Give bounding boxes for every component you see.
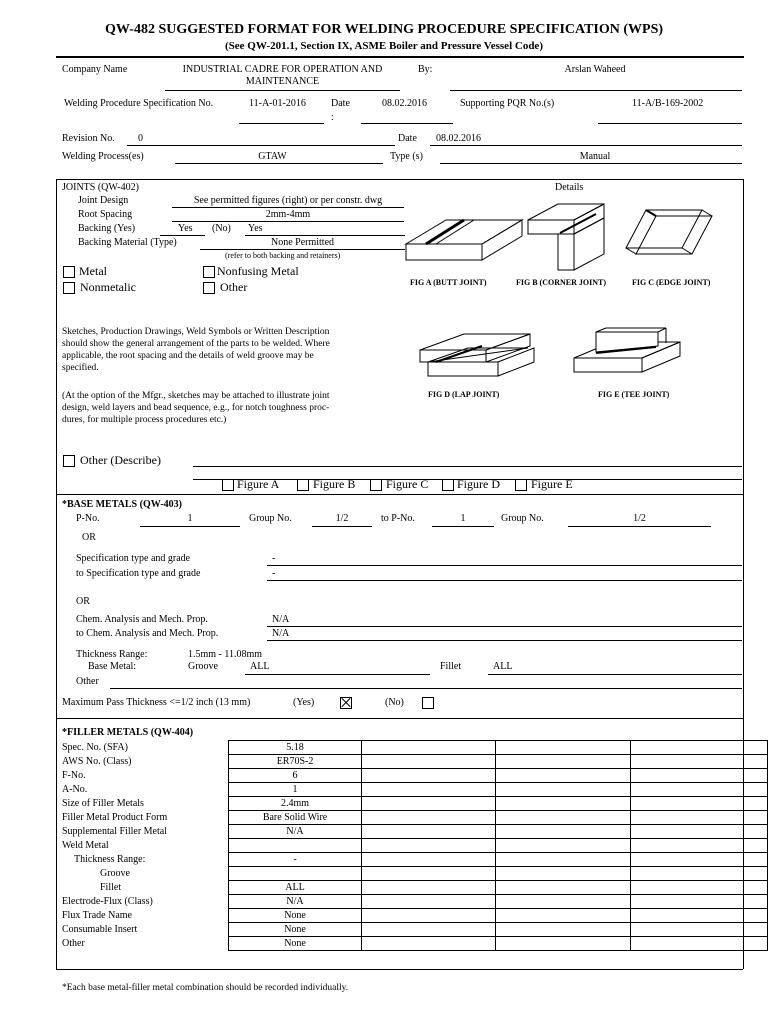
fillet-value[interactable]: ALL: [493, 661, 513, 672]
filler-row-extra-cell[interactable]: [631, 937, 768, 951]
backing-material-value[interactable]: None Permitted: [270, 237, 335, 248]
root-spacing-label: Root Spacing: [78, 209, 133, 220]
filler-row-extra-cell[interactable]: [631, 741, 768, 755]
to-pno-label: to P-No.: [381, 513, 415, 524]
wps-value[interactable]: 11-A-01-2016: [249, 98, 306, 109]
filler-row-extra-cell[interactable]: [496, 853, 631, 867]
group2-value[interactable]: 1/2: [633, 513, 646, 524]
filler-row-extra-cell[interactable]: [631, 783, 768, 797]
to-spec-value[interactable]: -: [272, 568, 276, 579]
backing-no-value[interactable]: Yes: [248, 223, 263, 234]
filler-row: [60, 895, 768, 909]
other-describe-checkbox[interactable]: [63, 455, 75, 467]
group-value[interactable]: 1/2: [335, 513, 349, 524]
figure-c-checkbox[interactable]: [370, 479, 382, 491]
filler-row-label: Supplemental Filler Metal: [62, 826, 167, 837]
filler-row-value[interactable]: None: [229, 937, 361, 951]
max-pass-yes-label: (Yes): [293, 697, 315, 708]
filler-row-label: Other: [62, 938, 85, 949]
filler-row-value[interactable]: N/A: [229, 825, 361, 839]
filler-row-label: A-No.: [62, 784, 88, 795]
to-pno-value[interactable]: 1: [460, 513, 466, 524]
fig-c-caption: FIG C (EDGE JOINT): [632, 278, 711, 287]
pqr-value[interactable]: 11-A/B-169-2002: [632, 98, 704, 109]
filler-row-extra-cell[interactable]: [361, 895, 496, 909]
pqr-label: Supporting PQR No.(s): [460, 98, 555, 109]
filler-row-extra-cell[interactable]: [631, 909, 768, 923]
filler-row-extra-cell[interactable]: [631, 825, 768, 839]
max-pass-yes-checkbox[interactable]: [340, 697, 352, 709]
filler-row-extra-cell[interactable]: [496, 923, 631, 937]
filler-row-label: Thickness Range:: [74, 854, 146, 865]
figure-b-checkbox[interactable]: [297, 479, 309, 491]
description-line-3: applicable, the root spacing and the details of weld groove may be: [62, 351, 314, 361]
filler-row-label: F-No.: [62, 770, 86, 781]
filler-row-extra-cell[interactable]: [361, 839, 496, 853]
filler-row-extra-cell[interactable]: [496, 755, 631, 769]
filler-row-extra-cell[interactable]: [496, 937, 631, 951]
group2-label: Group No.: [501, 513, 544, 524]
to-spec-label: to Specification type and grade: [76, 568, 201, 579]
filler-row-value[interactable]: None: [229, 923, 361, 937]
filler-row-label: Electrode-Flux (Class): [62, 896, 153, 907]
filler-row-extra-cell[interactable]: [361, 909, 496, 923]
filler-row-extra-cell[interactable]: [496, 741, 631, 755]
date-value[interactable]: 08.02.2016: [382, 98, 427, 109]
filler-row-extra-cell[interactable]: [361, 937, 496, 951]
page-title: QW-482 SUGGESTED FORMAT FOR WELDING PROCEDURE SPECIFICATION (WPS): [104, 22, 664, 37]
filler-row-extra-cell[interactable]: [361, 923, 496, 937]
filler-row-extra-cell[interactable]: [496, 783, 631, 797]
filler-row-extra-cell[interactable]: [496, 909, 631, 923]
wps-label: Welding Procedure Specification No.: [64, 98, 214, 109]
filler-row-value[interactable]: [229, 867, 361, 881]
filler-row-extra-cell[interactable]: [496, 769, 631, 783]
filler-row-label: Weld Metal: [62, 840, 109, 851]
company-label: Company Name: [62, 64, 128, 75]
filler-row-label: AWS No. (Class): [62, 756, 132, 767]
or-label-1: OR: [82, 532, 96, 543]
chem-value[interactable]: N/A: [272, 614, 290, 625]
figure-e-checkbox[interactable]: [515, 479, 527, 491]
filler-row: [60, 811, 768, 825]
filler-row-extra-cell[interactable]: [631, 797, 768, 811]
root-spacing-value[interactable]: 2mm-4mm: [265, 209, 311, 220]
pno-value[interactable]: 1: [187, 513, 193, 524]
fillet-label: Fillet: [440, 661, 462, 672]
filler-row-value[interactable]: Bare Solid Wire: [229, 811, 361, 825]
backing-note: (refer to both backing and retainers): [225, 251, 341, 260]
max-pass-no-label: (No): [385, 697, 404, 708]
filler-row: [60, 923, 768, 937]
filler-row: [60, 937, 768, 951]
filler-row: [60, 839, 768, 853]
details-label: Details: [555, 182, 584, 193]
date-colon: :: [331, 112, 334, 123]
corner-joint-figure: [520, 200, 620, 275]
filler-row-extra-cell[interactable]: [361, 881, 496, 895]
figure-e-label: Figure E: [531, 477, 573, 491]
nonmetalic-label: Nonmetalic: [80, 280, 136, 294]
joint-design-value[interactable]: See permitted figures (right) or per constr. dwg: [193, 195, 383, 206]
description-line-4: specified.: [62, 363, 99, 373]
edge-joint-figure: [622, 204, 722, 264]
filler-row-extra-cell[interactable]: [631, 755, 768, 769]
date2-label: Date: [398, 133, 417, 144]
filler-row-extra-cell[interactable]: [361, 741, 496, 755]
or-label-2: OR: [76, 596, 90, 607]
revision-value[interactable]: 0: [138, 133, 143, 144]
to-chem-label: to Chem. Analysis and Mech. Prop.: [76, 628, 219, 639]
footnote: *Each base metal-filler metal combination should be recorded individually.: [62, 983, 349, 993]
filler-row-value[interactable]: -: [229, 853, 361, 867]
filler-row-extra-cell[interactable]: [496, 825, 631, 839]
to-chem-value[interactable]: N/A: [272, 628, 290, 639]
nonfusing-metal-checkbox[interactable]: [203, 266, 215, 278]
other-base-label: Other: [76, 676, 99, 687]
other-label: Other: [220, 280, 248, 294]
by-label: By:: [418, 64, 433, 75]
max-pass-no-checkbox[interactable]: [422, 697, 434, 709]
groove-label: Groove: [188, 661, 218, 672]
filler-row-value[interactable]: ALL: [229, 881, 361, 895]
filler-row-label: Consumable Insert: [62, 924, 138, 935]
filler-row-extra-cell[interactable]: [631, 769, 768, 783]
revision-label: Revision No.: [62, 133, 115, 144]
date-label: Date: [331, 98, 350, 109]
backing-yes-value[interactable]: Yes: [178, 223, 193, 234]
butt-joint-figure: [404, 204, 529, 269]
filler-row-extra-cell[interactable]: [631, 867, 768, 881]
spec-label: Specification type and grade: [76, 553, 191, 564]
filler-row: [60, 867, 768, 881]
figure-a-checkbox[interactable]: [222, 479, 234, 491]
filler-row-label: Fillet: [100, 882, 122, 893]
process-label: Welding Process(es): [62, 151, 144, 162]
joints-heading: JOINTS (QW-402): [62, 182, 139, 193]
filler-row-extra-cell[interactable]: [631, 853, 768, 867]
filler-row-extra-cell[interactable]: [496, 839, 631, 853]
pno-label: P-No.: [76, 513, 100, 524]
filler-row-extra-cell[interactable]: [631, 811, 768, 825]
chem-label: Chem. Analysis and Mech. Prop.: [76, 614, 208, 625]
filler-row: [60, 769, 768, 783]
filler-row-extra-cell[interactable]: [361, 853, 496, 867]
filler-row-value[interactable]: N/A: [229, 895, 361, 909]
description-line-7: dures, for multiple process procedures etc.): [62, 415, 227, 425]
figure-b-label: Figure B: [313, 477, 356, 491]
type-label: Type (s): [390, 151, 423, 162]
filler-row-extra-cell[interactable]: [631, 895, 768, 909]
filler-row-extra-cell[interactable]: [361, 867, 496, 881]
by-value: Arslan Waheed: [564, 64, 626, 75]
filler-row-extra-cell[interactable]: [361, 811, 496, 825]
filler-row-extra-cell[interactable]: [361, 797, 496, 811]
nonmetalic-checkbox[interactable]: [63, 282, 75, 294]
figure-d-checkbox[interactable]: [442, 479, 454, 491]
filler-row-label: Flux Trade Name: [62, 910, 132, 921]
figure-a-label: Figure A: [237, 477, 280, 491]
date2-value[interactable]: 08.02.2016: [436, 133, 481, 144]
joint-design-label: Joint Design: [78, 195, 129, 206]
filler-row-value[interactable]: 6: [229, 769, 361, 783]
filler-row: [60, 909, 768, 923]
description-line-6: design, weld layers and bead sequence, e.g., for notch toughness proc-: [62, 403, 330, 413]
max-pass-label: Maximum Pass Thickness <=1/2 inch (13 mm): [62, 697, 251, 708]
filler-row-label: Groove: [100, 868, 130, 879]
filler-row: [60, 881, 768, 895]
fig-a-caption: FIG A (BUTT JOINT): [410, 278, 487, 287]
base-metal-label: Base Metal:: [88, 661, 137, 672]
type-value[interactable]: Manual: [579, 151, 611, 162]
filler-row-extra-cell[interactable]: [361, 825, 496, 839]
nonfusing-metal-label: Nonfusing Metal: [217, 264, 299, 278]
figure-c-label: Figure C: [386, 477, 429, 491]
filler-metals-table: [60, 740, 768, 951]
spec-value[interactable]: -: [272, 553, 276, 564]
description-line-2: should show the general arrangement of the parts to be welded. Where: [62, 339, 330, 349]
filler-row-extra-cell[interactable]: [361, 769, 496, 783]
filler-row-extra-cell[interactable]: [496, 895, 631, 909]
filler-row-extra-cell[interactable]: [496, 867, 631, 881]
metal-label: Metal: [79, 264, 107, 278]
metal-checkbox[interactable]: [63, 266, 75, 278]
fig-d-caption: FIG D (LAP JOINT): [428, 390, 500, 399]
backing-no-label: (No): [212, 223, 231, 234]
filler-row-extra-cell[interactable]: [631, 923, 768, 937]
filler-row-value[interactable]: 2.4mm: [229, 797, 361, 811]
filler-row-extra-cell[interactable]: [361, 755, 496, 769]
thickness-label: Thickness Range:: [76, 649, 148, 660]
filler-row-label: Filler Metal Product Form: [62, 812, 168, 823]
lap-joint-figure: [418, 326, 538, 386]
filler-row-extra-cell[interactable]: [361, 783, 496, 797]
filler-row: [60, 755, 768, 769]
filler-row-extra-cell[interactable]: [631, 881, 768, 895]
company-value-line2: MAINTENANCE: [245, 76, 320, 87]
filler-row-extra-cell[interactable]: [496, 797, 631, 811]
filler-row-value[interactable]: 5.18: [229, 741, 361, 755]
filler-row-extra-cell[interactable]: [631, 839, 768, 853]
process-value[interactable]: GTAW: [258, 151, 287, 162]
filler-row: [60, 783, 768, 797]
backing-material-label: Backing Material (Type): [78, 237, 177, 248]
fig-e-caption: FIG E (TEE JOINT): [598, 390, 670, 399]
filler-row-extra-cell[interactable]: [496, 811, 631, 825]
backing-label: Backing (Yes): [78, 223, 136, 234]
filler-row: [60, 741, 768, 755]
filler-row-value[interactable]: None: [229, 909, 361, 923]
description-line-1: Sketches, Production Drawings, Weld Symbols or Written Description: [62, 327, 330, 337]
company-value-line1: INDUSTRIAL CADRE FOR OPERATION AND: [182, 64, 383, 75]
filler-row-value[interactable]: [229, 839, 361, 853]
page-subtitle: (See QW-201.1, Section IX, ASME Boiler and Pressure Vessel Code): [225, 40, 543, 52]
filler-row: [60, 797, 768, 811]
filler-row-extra-cell[interactable]: [496, 881, 631, 895]
base-metals-heading: *BASE METALS (QW-403): [62, 499, 183, 510]
description-line-5: (At the option of the Mfgr., sketches may be attached to illustrate joint: [62, 391, 330, 401]
filler-metals-heading: *FILLER METALS (QW-404): [62, 727, 194, 738]
filler-row-label: Spec. No. (SFA): [62, 742, 128, 753]
filler-row-value[interactable]: 1: [229, 783, 361, 797]
other-describe-label: Other (Describe): [80, 453, 161, 467]
tee-joint-figure: [572, 326, 684, 388]
thickness-value[interactable]: 1.5mm - 11.08mm: [188, 649, 263, 660]
other-checkbox[interactable]: [203, 282, 215, 294]
filler-row: [60, 825, 768, 839]
group-label: Group No.: [249, 513, 292, 524]
figure-d-label: Figure D: [457, 477, 500, 491]
fig-b-caption: FIG B (CORNER JOINT): [516, 278, 607, 287]
groove-value[interactable]: ALL: [250, 661, 270, 672]
filler-row: [60, 853, 768, 867]
filler-row-label: Size of Filler Metals: [62, 798, 144, 809]
filler-row-value[interactable]: ER70S-2: [229, 755, 361, 769]
